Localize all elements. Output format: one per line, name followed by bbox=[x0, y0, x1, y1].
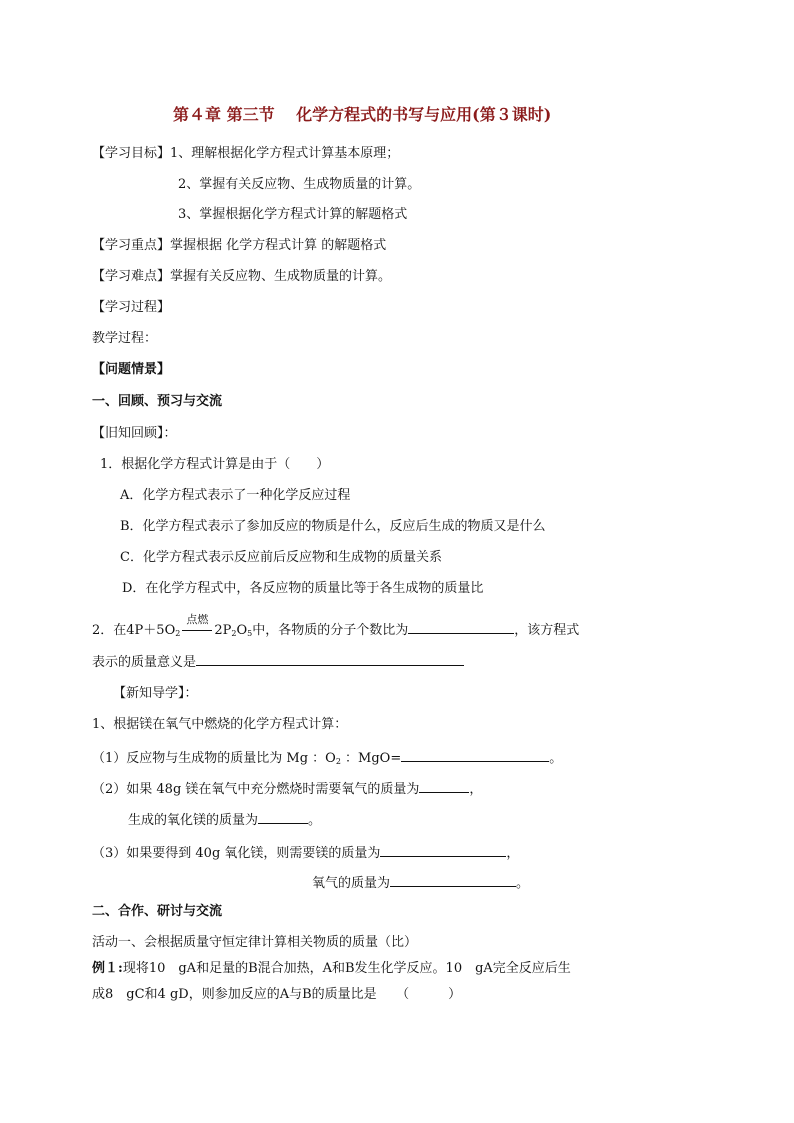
o2-subscript: 2 bbox=[175, 629, 181, 638]
section-1-heading: 一、回顾、预习与交流 bbox=[92, 394, 223, 409]
q2-after: 中，各物质的分子个数比为 bbox=[252, 623, 409, 638]
key-point: 【学习重点】掌握根据 化学方程式计算 的解题格式 bbox=[92, 238, 387, 253]
reaction-arrow bbox=[180, 613, 214, 640]
n1-2b-end: 。 bbox=[308, 813, 322, 828]
n1-3-text: （3）如果要得到 40g 氧化镁，则需要镁的质量为 bbox=[92, 846, 381, 861]
new-learning-1-1 bbox=[92, 748, 562, 771]
o2-subscript: 2 bbox=[335, 757, 341, 766]
n1-3-end: ， bbox=[506, 846, 520, 861]
answer-blank[interactable] bbox=[408, 620, 514, 634]
answer-blank[interactable] bbox=[401, 748, 549, 762]
new-learning-item-1: 1、根据镁在氧气中燃烧的化学方程式计算： bbox=[92, 717, 348, 732]
objective-3: 3、掌握根据化学方程式计算的解题格式 bbox=[178, 207, 408, 222]
question-2-line-2 bbox=[92, 652, 464, 672]
question-1-option-d: D．在化学方程式中，各反应物的质量比等于各生成物的质量比 bbox=[122, 581, 484, 596]
n1-2b-text: 生成的氧化镁的质量为 bbox=[128, 813, 259, 828]
n1-1-end: 。 bbox=[549, 751, 563, 766]
question-1-option-c: C．化学方程式表示反应前后反应物和生成物的质量关系 bbox=[120, 550, 442, 565]
question-2-line-1 bbox=[92, 613, 580, 643]
o-subscript: 5 bbox=[247, 629, 253, 638]
q2-line2-text: 表示的质量意义是 bbox=[92, 655, 197, 670]
section-2-heading: 二、合作、研讨与交流 bbox=[92, 904, 223, 919]
new-learning-1-3b bbox=[312, 873, 529, 893]
question-1-option-b: B．化学方程式表示了参加反应的物质是什么，反应后生成的物质又是什么 bbox=[120, 519, 546, 534]
question-1-option-a: A．化学方程式表示了一种化学反应过程 bbox=[120, 488, 351, 503]
n1-1-post: ：MgO= bbox=[340, 751, 402, 766]
n1-2-end: ， bbox=[469, 782, 483, 797]
answer-blank[interactable] bbox=[390, 873, 516, 887]
new-learning-1-3 bbox=[92, 843, 519, 863]
n1-2-text: （2）如果 48g 镁在氧气中充分燃烧时需要氧气的质量为 bbox=[92, 782, 420, 797]
q2-tail: ，该方程式 bbox=[514, 623, 580, 638]
teaching-label: 教学过程： bbox=[92, 331, 158, 346]
answer-blank[interactable] bbox=[419, 779, 469, 793]
answer-blank[interactable] bbox=[258, 810, 308, 824]
example-1-text: 现将10 gA和足量的B混合加热，A和B发生化学反应。10 gA完全反应后生 bbox=[122, 961, 571, 976]
n1-1-text: （1）反应物与生成物的质量比为 Mg ：O bbox=[92, 751, 336, 766]
equation-reactants: 4P＋5O bbox=[126, 623, 176, 638]
new-learning-1-2b bbox=[128, 810, 321, 830]
difficulty: 【学习难点】掌握有关反应物、生成物质量的计算。 bbox=[92, 269, 392, 284]
question-1-stem: 1．根据化学方程式计算是由于（ ） bbox=[100, 457, 330, 472]
new-learning-1-2 bbox=[92, 779, 482, 799]
example-1-line-2: 成8 gC和4 gD，则参加反应的A与B的质量比是 （ ） bbox=[92, 987, 462, 1002]
n1-3b-text: 氧气的质量为 bbox=[312, 876, 391, 891]
product-oxygen: O bbox=[236, 623, 248, 638]
q2-prefix: 2．在 bbox=[92, 623, 127, 638]
scenario-heading: 【问题情景】 bbox=[92, 362, 171, 377]
process-heading: 【学习过程】 bbox=[92, 300, 171, 315]
activity-1: 活动一、会根据质量守恒定律计算相关物质的质量（比） bbox=[92, 935, 418, 950]
review-heading: 【旧知回顾】： bbox=[92, 426, 177, 441]
objective-2: 2、掌握有关反应物、生成物质量的计算。 bbox=[178, 177, 421, 192]
p-subscript: 2 bbox=[231, 629, 237, 638]
answer-blank[interactable] bbox=[380, 843, 506, 857]
answer-blank[interactable] bbox=[196, 652, 464, 666]
objective-1: 1、理解根据化学方程式计算基本原理； bbox=[170, 146, 400, 161]
page-title: 第４章 第三节 化学方程式的书写与应用(第３课时) bbox=[173, 105, 552, 124]
objectives-label: 【学习目标】 bbox=[92, 146, 171, 161]
objectives-line-1 bbox=[92, 145, 399, 163]
new-learning-heading: 【新知导学】： bbox=[113, 686, 198, 701]
ignition-condition: 点燃 bbox=[186, 613, 209, 626]
n1-3b-end: 。 bbox=[516, 876, 530, 891]
equation-product: 2P bbox=[214, 623, 232, 638]
example-1-label: 例１: bbox=[92, 961, 123, 976]
example-1-line-1 bbox=[92, 960, 571, 978]
